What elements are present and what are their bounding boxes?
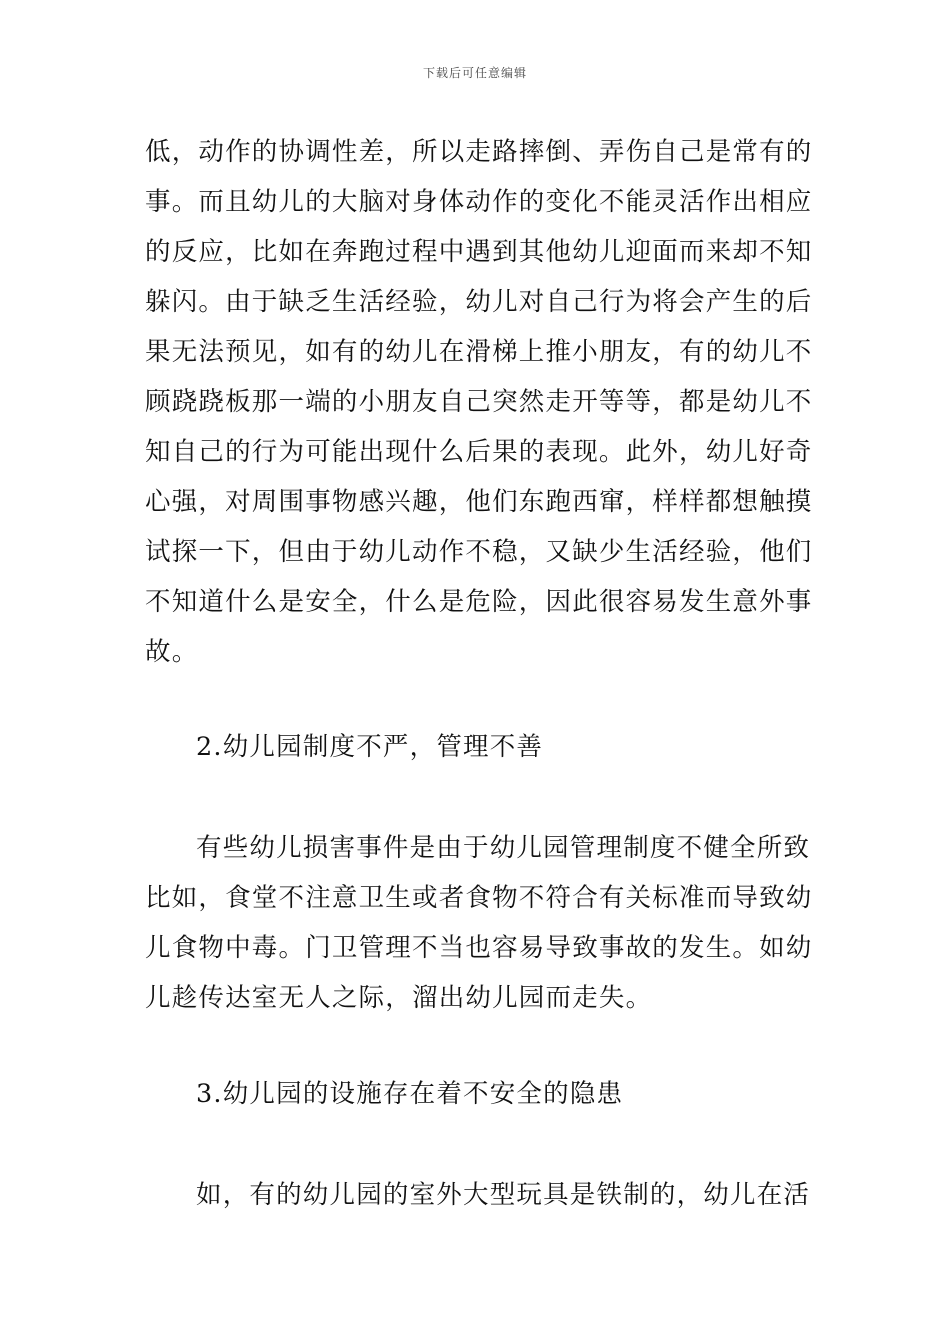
body-paragraph-3 — [145, 1170, 810, 1220]
text-line: 低，动作的协调性差，所以走路摔倒、弄伤自己是常有的 — [145, 137, 813, 167]
text-line: 儿趁传达室无人之际，溜出幼儿园而走失。 — [145, 983, 653, 1013]
section-heading-2 — [145, 722, 810, 772]
text-line: 如，有的幼儿园的室外大型玩具是铁制的，幼儿在活 — [196, 1180, 811, 1210]
text-line: 不知道什么是安全，什么是危险，因此很容易发生意外事 — [145, 587, 813, 617]
text-line: 比如，食堂不注意卫生或者食物不符合有关标准而导致幼 — [145, 883, 813, 913]
section-heading-3 — [145, 1069, 810, 1119]
body-paragraph-2 — [145, 823, 813, 1023]
text-line: 儿食物中毒。门卫管理不当也容易导致事故的发生。如幼 — [145, 933, 813, 963]
heading-text: 2.幼儿园制度不严，管理不善 — [196, 732, 544, 762]
page-header: 下载后可任意编辑 — [422, 66, 527, 80]
text-line: 试探一下，但由于幼儿动作不稳，又缺少生活经验，他们 — [145, 537, 813, 567]
text-line: 的反应，比如在奔跑过程中遇到其他幼儿迎面而来却不知 — [145, 237, 813, 267]
text-line: 顾跷跷板那一端的小朋友自己突然走开等等，都是幼儿不 — [145, 387, 813, 417]
body-paragraph-1 — [145, 127, 813, 677]
text-line: 有些幼儿损害事件是由于幼儿园管理制度不健全所致 — [196, 833, 811, 863]
text-line: 知自己的行为可能出现什么后果的表现。此外，幼儿好奇 — [145, 437, 813, 467]
text-line: 果无法预见，如有的幼儿在滑梯上推小朋友，有的幼儿不 — [145, 337, 813, 367]
heading-text: 3.幼儿园的设施存在着不安全的隐患 — [196, 1079, 624, 1109]
text-line: 心强，对周围事物感兴趣，他们东跑西窜，样样都想触摸 — [145, 487, 813, 517]
text-line: 事。而且幼儿的大脑对身体动作的变化不能灵活作出相应 — [145, 187, 813, 217]
text-line: 故。 — [145, 637, 199, 667]
text-line: 躲闪。由于缺乏生活经验，幼儿对自己行为将会产生的后 — [145, 287, 813, 317]
